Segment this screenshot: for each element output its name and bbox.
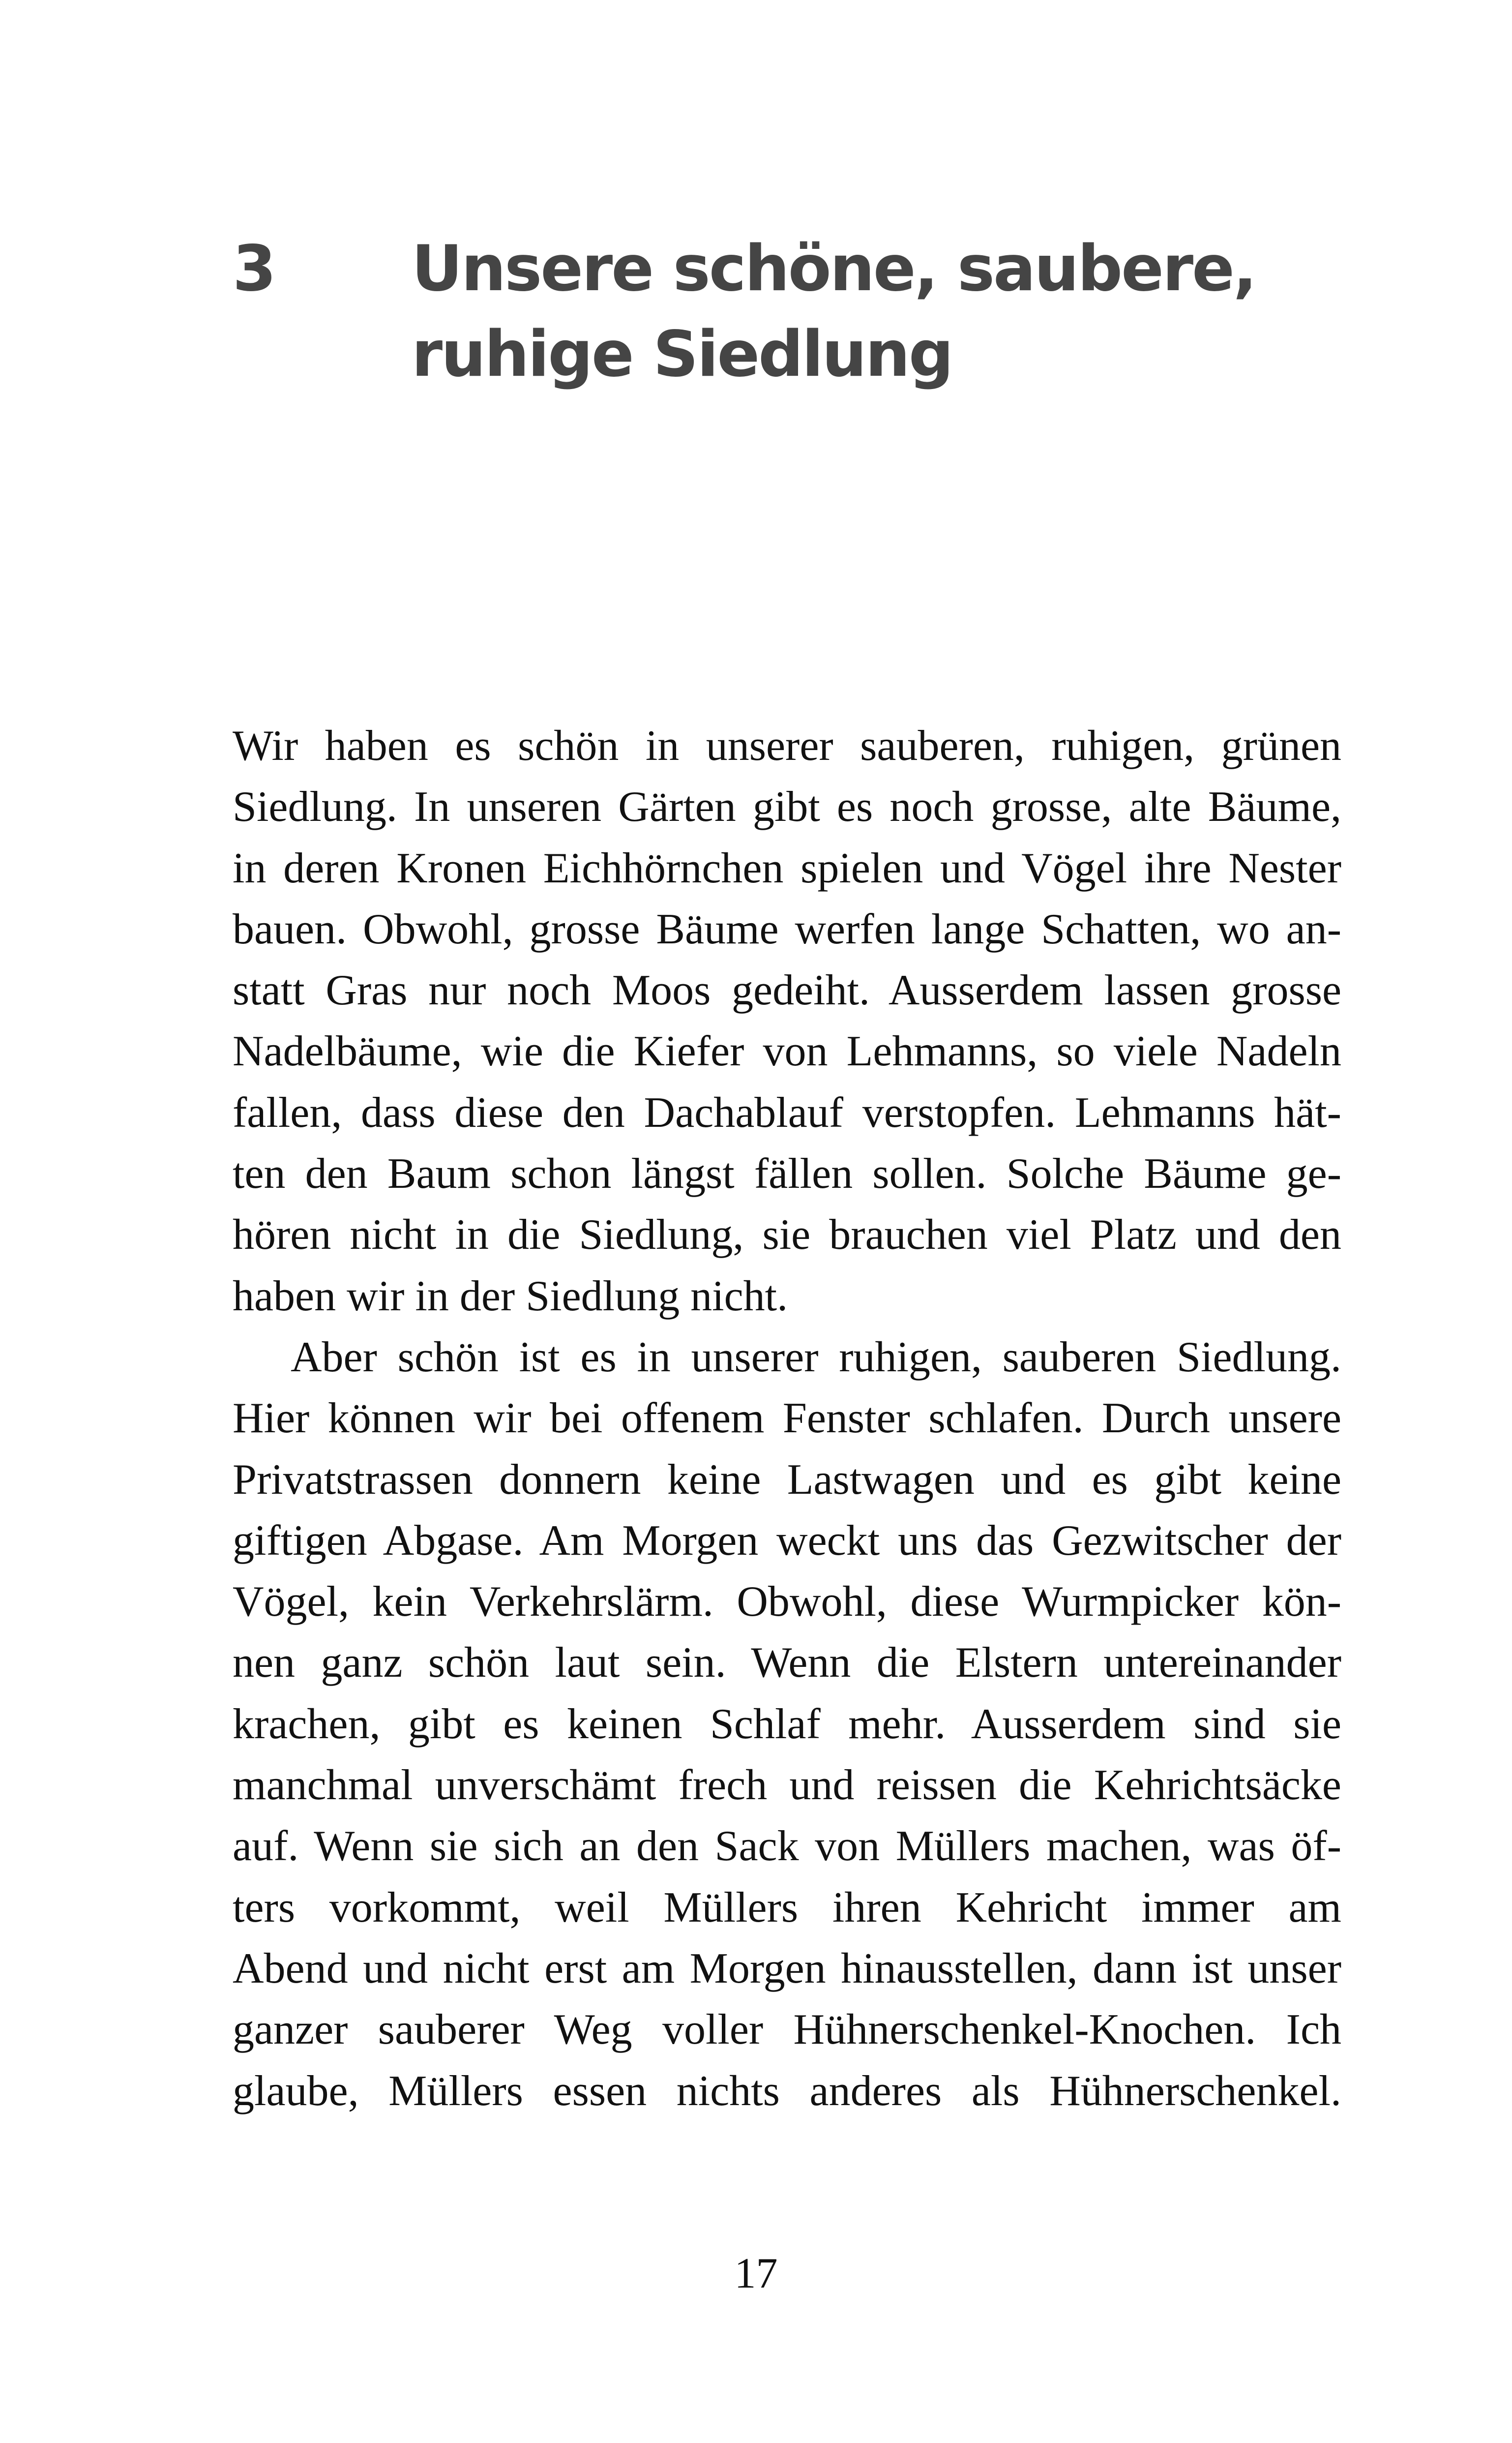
text-line: Nadelbäume, wie die Kiefer von Lehmanns, so viele Nadeln [233,1027,1341,1076]
text-line: Siedlung. In unseren Gärten gibt es noch grosse, alte Bäume, [233,783,1341,831]
text-line: ters vorkommt, weil Müllers ihren Kehricht immer am [233,1883,1341,1931]
text-line: Wir haben es schön in unserer sauberen, ruhigen, grünen [233,722,1341,770]
text-line: in deren Kronen Eichhörnchen spielen und Vögel ihre Nester [233,844,1341,892]
text-line: statt Gras nur noch Moos gedeiht. Ausserdem lassen grosse [233,966,1341,1015]
text-line: giftigen Abgase. Am Morgen weckt uns das Gezwitscher der [233,1516,1341,1565]
page-number: 17 [734,2250,778,2297]
text-line: glaube, Müllers essen nichts anderes als Hühnerschenkel. [233,2067,1341,2115]
text-line: krachen, gibt es keinen Schlaf mehr. Ausserdem sind sie [233,1700,1341,1748]
text-line: nen ganz schön laut sein. Wenn die Elstern untereinander [233,1639,1341,1687]
text-line: fallen, dass diese den Dachablauf verstopfen. Lehmanns hät- [233,1088,1341,1137]
text-line: haben wir in der Siedlung nicht. [233,1272,788,1320]
text-line: Aber schön ist es in unserer ruhigen, sauberen Siedlung. [291,1333,1341,1381]
body-text [233,716,1341,2122]
text-line: hören nicht in die Siedlung, sie brauchen viel Platz und den [233,1211,1341,1259]
text-line: auf. Wenn sie sich an den Sack von Müllers machen, was öf- [233,1822,1341,1870]
text-line: Abend und nicht erst am Morgen hinausstellen, dann ist unser [233,1944,1341,1992]
text-line: Vögel, kein Verkehrslärm. Obwohl, diese Wurmpicker kön- [233,1578,1341,1626]
text-line: Hier können wir bei offenem Fenster schlafen. Durch unsere [233,1394,1341,1443]
text-line: ten den Baum schon längst fällen sollen. Solche Bäume ge- [233,1150,1341,1198]
text-line: Privatstrassen donnern keine Lastwagen und es gibt keine [233,1455,1341,1504]
chapter-title: Unsere schöne, saubere, ruhige Siedlung [412,232,1256,391]
text-line: bauen. Obwohl, grosse Bäume werfen lange Schatten, wo an- [233,905,1341,953]
text-line: ganzer sauberer Weg voller Hühnerschenkel-Knochen. Ich [233,2006,1341,2054]
text-line: manchmal unverschämt frech und reissen die Kehrichtsäcke [233,1761,1341,1810]
chapter-number: 3 [233,232,277,305]
